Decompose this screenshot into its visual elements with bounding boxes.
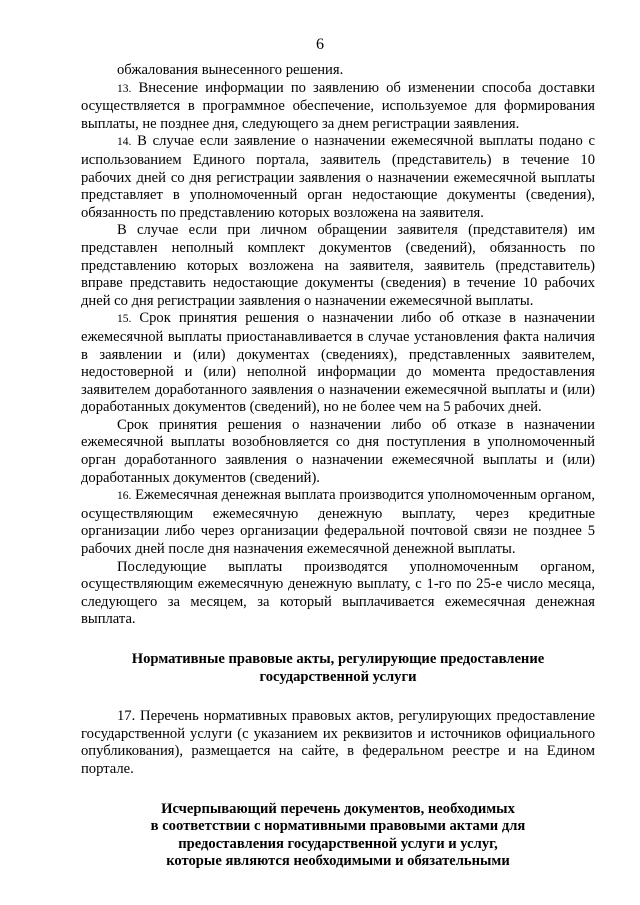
paragraph-16 — [81, 487, 595, 558]
paragraph-text: Внесение информации по заявлению об изменении способа доставки осуществляется в программное обеспечение, используемое для формирования выплаты, не позднее дня, следующего за днем регистрации заявления. — [81, 79, 595, 132]
item-number: 14. — [117, 136, 132, 149]
heading-line: которые являются необходимыми и обязательными — [166, 853, 510, 870]
paragraph-text: обжалования вынесенного решения. — [117, 62, 344, 78]
paragraph-17 — [81, 708, 595, 778]
item-number: 16. — [117, 490, 132, 503]
paragraph-text: Срок принятия решения о назначении либо об отказе в назначении ежемесячной выплаты возобновляется со дня поступления в уполномоченный орган доработанного заявления о назначении ежемесячной выплаты и (или) доработанных документов (сведений). — [81, 416, 595, 486]
paragraph-14 — [81, 133, 595, 222]
heading-line: Нормативные правовые акты, регулирующие предоставление — [131, 651, 545, 667]
section-heading-documents-list — [81, 801, 595, 871]
paragraph-text: В случае если при личном обращении заявителя (представителя) им представлен неполный комплект документов (сведений), обязанность по представлению которых возложена на заявителя, заявитель (представитель) вправе представить недостающие документы (сведения) в течение 10 рабочих дней со дня регистрации заявления о назначении ежемесячной выплаты. — [81, 222, 595, 309]
paragraph-text: Срок принятия решения о назначении либо об отказе в назначении ежемесячной выплаты приостанавливается в случае установления факта наличия в заявлении и (или) документах (сведениях), представленных заявителем, недостоверной и (или) неполной информации до момента предоставления заявителем доработанного заявления о назначении ежемесячной выплаты и (или) доработанных документов (сведений), но не более чем на 5 рабочих дней. — [81, 310, 595, 416]
paragraph-appeal-end — [81, 62, 595, 80]
heading-line: в соответствии с нормативными правовыми актами для — [150, 818, 526, 835]
page-number: 6 — [316, 36, 324, 53]
item-number: 13. — [117, 82, 132, 95]
item-number: 15. — [117, 313, 132, 326]
heading-line: Исчерпывающий перечень документов, необходимых — [161, 800, 515, 817]
paragraph-14-personal-visit — [81, 222, 595, 310]
document-body — [81, 62, 595, 871]
paragraph-text: В случае если заявление о назначении ежемесячной выплаты подано с использованием Единого портала, заявитель (представитель) в течение 10 рабочих дней со дня регистрации заявления о назначении ежемесячной выплаты представляет в уполномоченный орган недостающие документы (сведения), обязанность по представлению которых возложена на заявителя. — [81, 133, 595, 221]
paragraph-13 — [81, 80, 595, 134]
paragraph-15 — [81, 310, 595, 417]
heading-line: государственной услуги — [259, 668, 417, 685]
paragraph-16-subsequent — [81, 559, 595, 629]
paragraph-15-resume — [81, 417, 595, 487]
heading-line: предоставления государственной услуги и услуг, — [178, 835, 498, 852]
paragraph-text: Ежемесячная денежная выплата производится уполномоченным органом, осуществляющим ежемесячную денежную выплату, через кредитные организации либо через организации федеральной почтовой связи не позднее 5 рабочих дней после дня назначения ежемесячной денежной выплаты. — [81, 487, 595, 558]
section-heading-legal-acts — [81, 651, 595, 686]
paragraph-text: Последующие выплаты производятся уполномоченным органом, осуществляющим ежемесячную денежную выплату, с 1-го по 25-е число месяца, следующего за месяцем, за который выплачивается ежемесячная денежная выплата. — [81, 558, 595, 628]
paragraph-text: 17. Перечень нормативных правовых актов, регулирующих предоставление государственной услуги (с указанием их реквизитов и источников официального опубликования), размещается на сайте, в федеральном реестре и на Едином портале. — [81, 708, 595, 777]
